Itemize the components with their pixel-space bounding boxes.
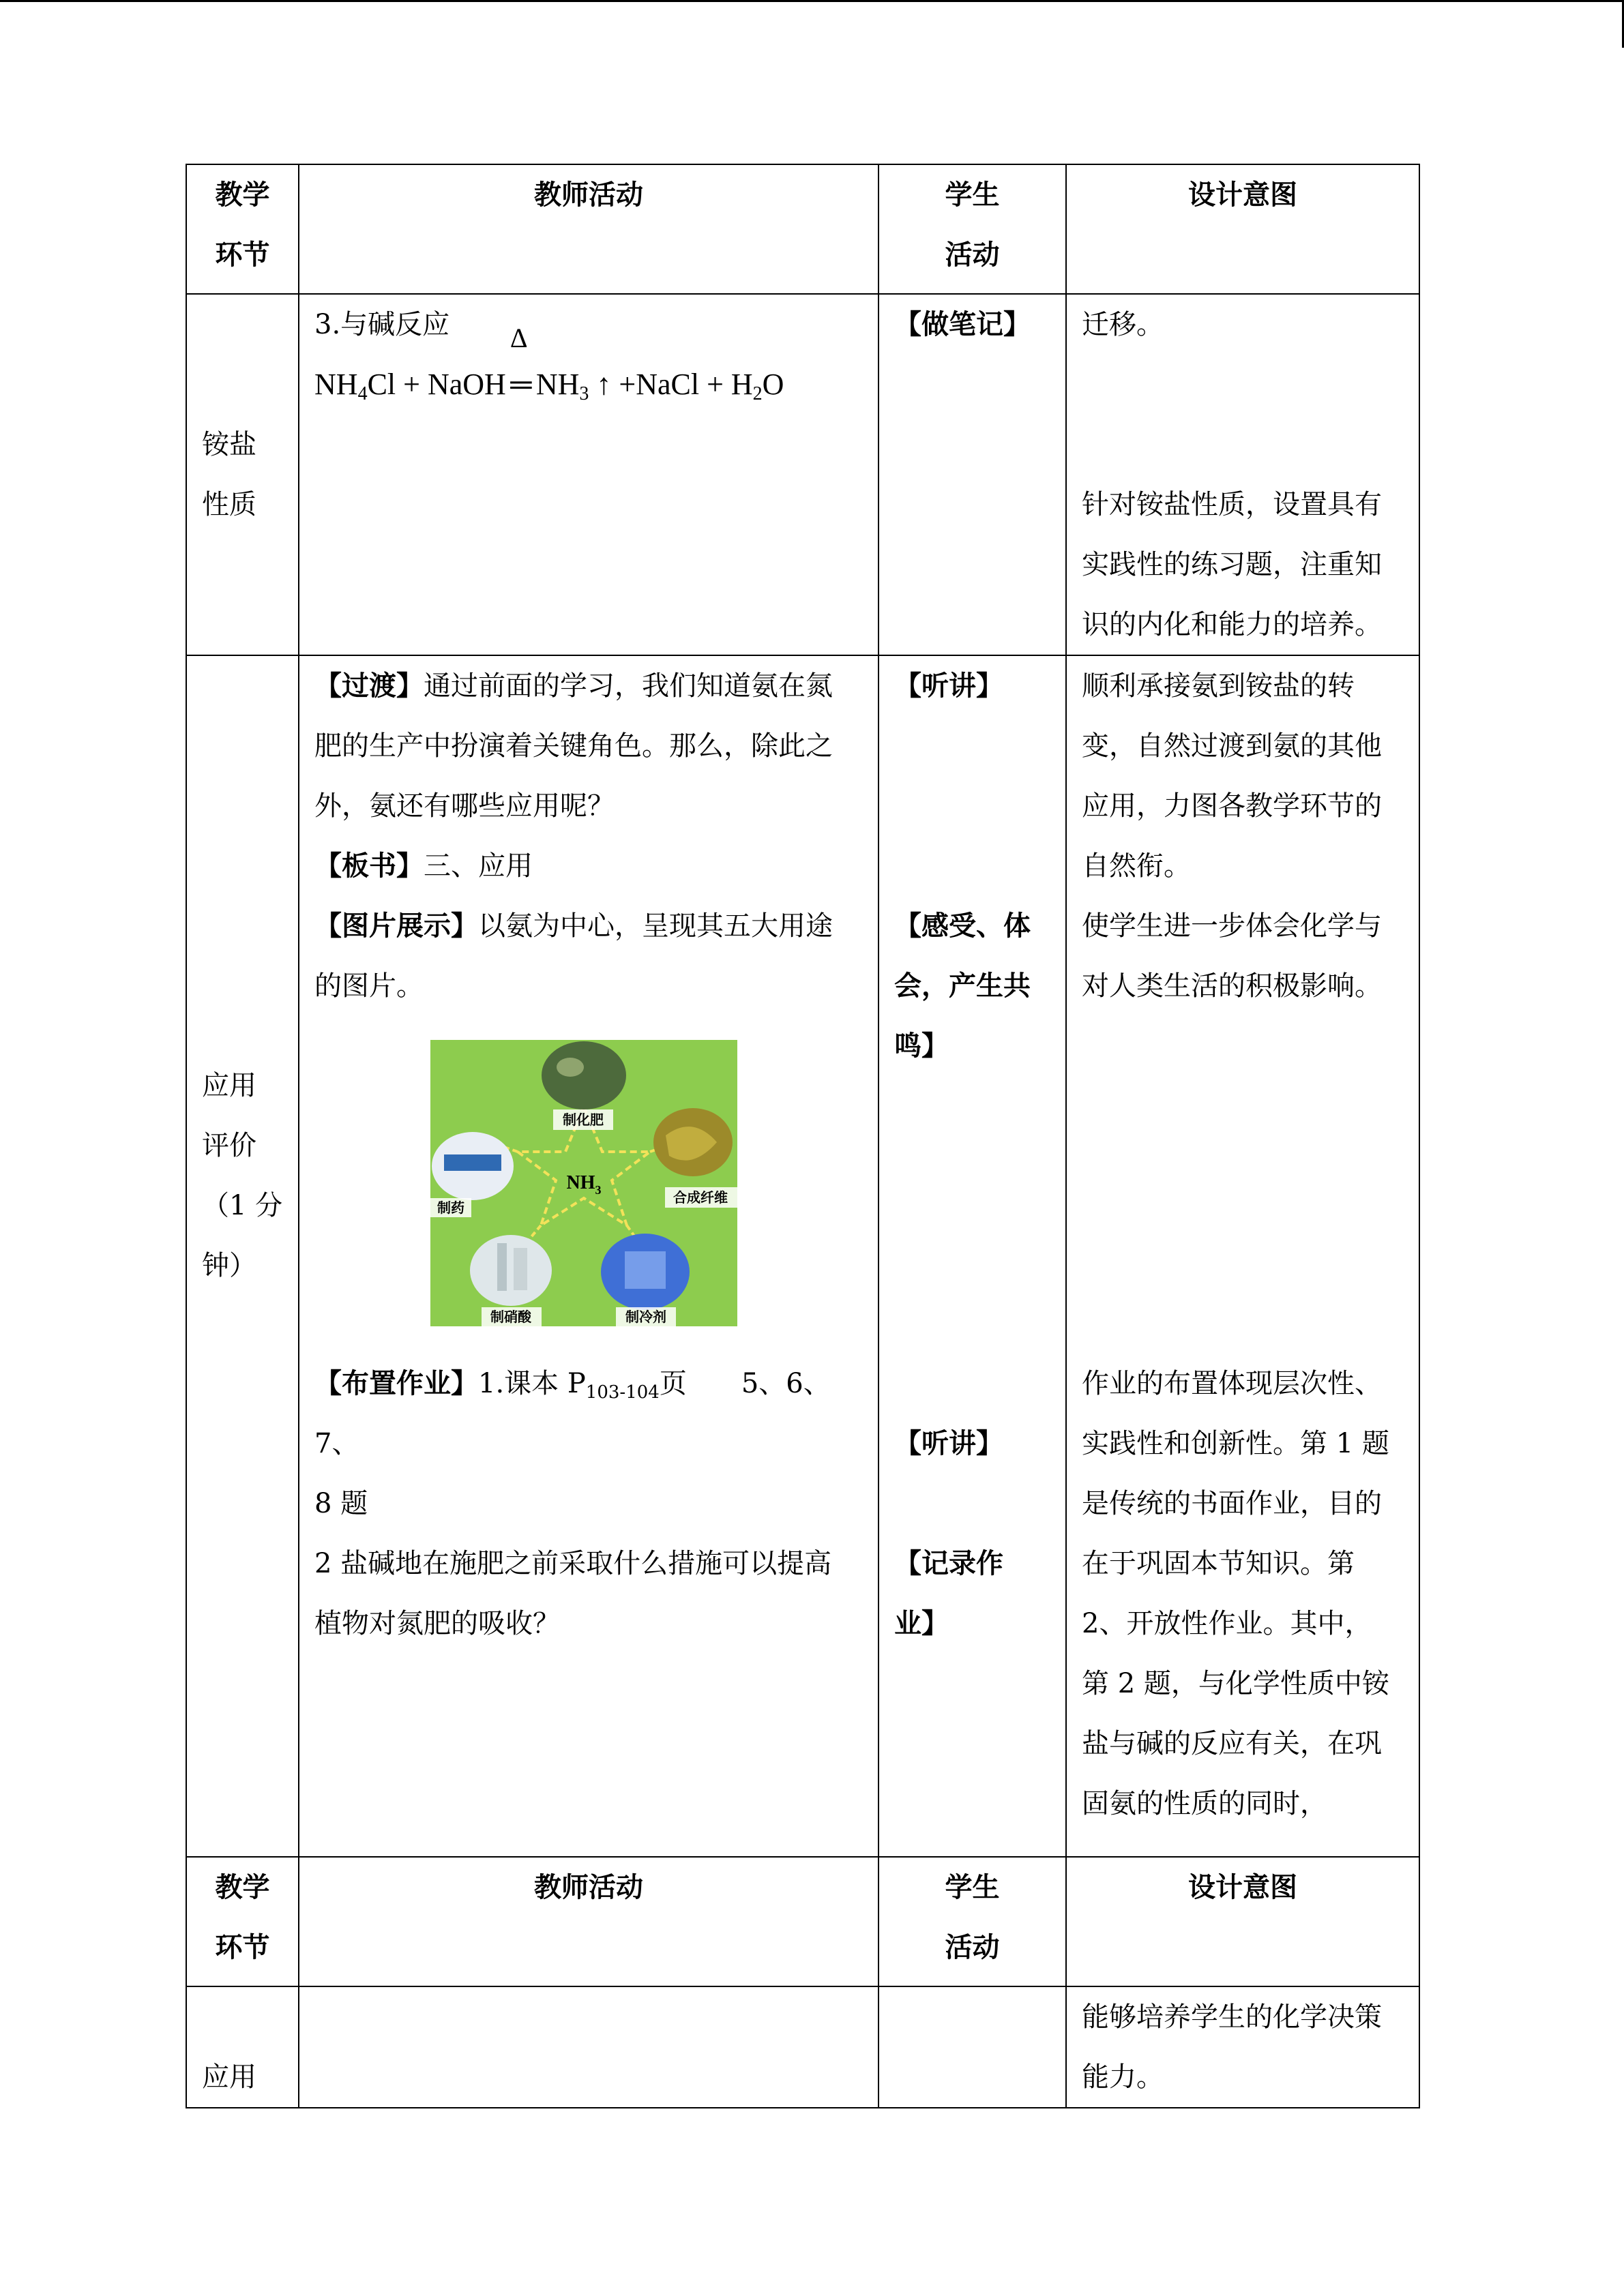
label-medicine: 制药 <box>437 1199 464 1216</box>
table-row-ammonium <box>186 294 1419 655</box>
homework-prefix: 1.课本 P <box>478 1368 586 1399</box>
header-teacher-label: 教师活动 <box>534 179 643 211</box>
intent-cell-last <box>1066 1986 1419 2108</box>
student-cell-last <box>879 1986 1066 2108</box>
photo-detail <box>514 1248 527 1290</box>
picture-tag: 【图片展示】 <box>314 910 478 942</box>
header-stage-line1: 教学 <box>215 179 270 211</box>
intent-line: 作业的布置体现层次性、 <box>1082 1368 1382 1399</box>
equals-sign: ═ <box>510 368 532 401</box>
fertilizer-photo <box>542 1041 626 1109</box>
homework-line3: 2 盐碱地在施肥之前采取什么措施可以提高 <box>314 1548 832 1579</box>
figure-wrapper <box>314 1016 863 1354</box>
student-record-line: 业】 <box>894 1607 949 1639</box>
stage-ammonium-line2: 性质 <box>202 489 256 520</box>
board-line <box>314 836 863 896</box>
intent-line: 在于巩固本节知识。第 <box>1082 1548 1355 1579</box>
homework-page-range: 103-104 <box>585 1382 660 1403</box>
header-stage-line2: 环节 <box>215 1931 270 1963</box>
intent-line: 实践性的练习题，注重知 <box>1082 549 1382 580</box>
teacher-cell-ammonium <box>299 294 879 655</box>
board-text: 三、应用 <box>424 850 533 882</box>
header-student-line2: 活动 <box>945 239 1000 271</box>
label-synthetic-fiber: 合成纤维 <box>673 1189 728 1206</box>
intent-line: 第 2 题，与化学性质中铵 <box>1082 1668 1389 1699</box>
intent-transfer: 迁移。 <box>1082 309 1164 340</box>
intent-cell-ammonium <box>1066 294 1419 655</box>
intent-line: 识的内化和能力的培养。 <box>1082 609 1382 640</box>
homework-line1 <box>314 1354 863 1474</box>
student-take-notes: 【做笔记】 <box>894 308 1031 340</box>
lesson-plan-table <box>186 164 1420 2108</box>
homework-line2: 8 题 <box>314 1488 368 1519</box>
photo-detail <box>497 1243 507 1291</box>
stage-last-label: 应用 <box>202 2061 256 2093</box>
intent-line: 盐与碱的反应有关，在巩 <box>1082 1728 1382 1759</box>
header-intent-label: 设计意图 <box>1188 1871 1297 1903</box>
transition-tag: 【过渡】 <box>314 670 424 702</box>
picture-text: 以氨为中心，呈现其五大用途 <box>478 910 833 942</box>
student-cell-application <box>879 655 1066 1857</box>
header-stage-cell <box>186 164 299 294</box>
stage-application-line: （1 分 <box>202 1190 283 1221</box>
center-formula <box>567 1172 602 1197</box>
transition-line1 <box>314 656 863 716</box>
intent-line: 使学生进一步体会化学与 <box>1082 910 1382 942</box>
intent-line: 实践性和创新性。第 1 题 <box>1082 1428 1389 1459</box>
formula-main: NH <box>566 1172 595 1193</box>
stage-cell-last <box>186 1986 299 2108</box>
ammonia-uses-figure <box>430 1040 737 1326</box>
table-row-application <box>186 655 1419 1857</box>
heating-condition <box>506 323 536 415</box>
eq-part: O <box>762 368 784 401</box>
header-intent-cell <box>1066 164 1419 294</box>
formula-subscript: 3 <box>595 1183 602 1197</box>
transition-line2: 肥的生产中扮演着关键角色。那么，除此之 <box>314 730 833 762</box>
intent-line: 应用，力图各教学环节的 <box>1082 790 1382 822</box>
header-student-line1: 学生 <box>945 1871 1000 1903</box>
eq-subscript: 2 <box>752 383 763 404</box>
eq-part: NH <box>535 368 580 401</box>
header-student-line2: 活动 <box>945 1931 1000 1963</box>
intent-line: 变，自然过渡到氨的其他 <box>1082 730 1382 762</box>
eq-subscript: 4 <box>357 383 368 404</box>
header-stage-line1: 教学 <box>215 1871 270 1903</box>
page-top-border <box>0 0 1624 2</box>
table-header-row-repeat <box>186 1857 1419 1986</box>
student-listen-2: 【听讲】 <box>894 1427 1003 1459</box>
stage-cell-ammonium <box>186 294 299 655</box>
label-fertilizer: 制化肥 <box>563 1112 604 1128</box>
header-student-line1: 学生 <box>945 179 1000 211</box>
header-student-cell <box>879 164 1066 294</box>
student-record-line: 【记录作 <box>894 1547 1003 1579</box>
intent-line: 固氨的性质的同时， <box>1082 1788 1327 1819</box>
table-header-row <box>186 164 1419 294</box>
picture-line <box>314 896 863 956</box>
student-listen: 【听讲】 <box>894 670 1003 702</box>
picture-line2: 的图片。 <box>314 970 424 1002</box>
stage-application-line: 钟） <box>202 1250 256 1281</box>
intent-line: 对人类生活的积极影响。 <box>1082 970 1382 1002</box>
header-teacher-cell <box>299 164 879 294</box>
homework-tag: 【布置作业】 <box>314 1367 478 1399</box>
header-intent-cell <box>1066 1857 1419 1986</box>
photo-detail <box>625 1251 666 1289</box>
label-refrigerant: 制冷剂 <box>625 1309 666 1325</box>
stage-application-line: 应用 <box>202 1070 256 1101</box>
intent-line: 顺利承接氨到铵盐的转 <box>1082 670 1355 702</box>
photo-detail <box>557 1058 584 1077</box>
label-nitric-acid: 制硝酸 <box>490 1309 531 1325</box>
intent-line: 是传统的书面作业，目的 <box>1082 1488 1382 1519</box>
intent-line: 针对铵盐性质，设置具有 <box>1082 489 1382 520</box>
student-feel-line: 会，产生共 <box>894 970 1031 1002</box>
eq-part: ↑ +NaCl + H <box>589 368 753 401</box>
delta-symbol: Δ <box>510 323 528 353</box>
eq-part: NH <box>314 368 358 401</box>
intent-cell-application <box>1066 655 1419 1857</box>
eq-subscript: 3 <box>579 383 589 404</box>
reaction-heading: 3.与碱反应 <box>314 309 450 340</box>
header-stage-cell <box>186 1857 299 1986</box>
teacher-cell-application <box>299 655 879 1857</box>
board-tag: 【板书】 <box>314 850 424 882</box>
table-row-last <box>186 1986 1419 2108</box>
header-intent-label: 设计意图 <box>1188 179 1297 211</box>
header-stage-line2: 环节 <box>215 239 270 271</box>
intent-line: 自然衔。 <box>1082 850 1191 882</box>
photo-detail <box>444 1154 501 1171</box>
header-teacher-cell <box>299 1857 879 1986</box>
student-cell-ammonium <box>879 294 1066 655</box>
transition-line3: 外，氨还有哪些应用呢？ <box>314 790 615 822</box>
transition-text: 通过前面的学习，我们知道氨在氮 <box>424 670 833 702</box>
intent-line: 2、开放性作业。其中， <box>1082 1608 1372 1639</box>
stage-ammonium-line1: 铵盐 <box>202 429 256 460</box>
eq-part: Cl + NaOH <box>367 368 506 401</box>
nitric-acid-photo <box>470 1235 552 1306</box>
intent-line: 能力。 <box>1082 2061 1164 2093</box>
stage-cell-application <box>186 655 299 1857</box>
student-feel-line: 【感受、体 <box>894 910 1031 942</box>
header-teacher-label: 教师活动 <box>534 1871 643 1903</box>
student-feel-line: 鸣】 <box>894 1030 949 1062</box>
homework-rest: 页 5、6、7、 <box>314 1368 831 1459</box>
teacher-cell-last <box>299 1986 879 2108</box>
homework-line4: 植物对氮肥的吸收？ <box>314 1608 560 1639</box>
intent-line: 能够培养学生的化学决策 <box>1082 2001 1382 2033</box>
ammonia-uses-diagram <box>430 1040 737 1326</box>
stage-application-line: 评价 <box>202 1130 256 1161</box>
header-student-cell <box>879 1857 1066 1986</box>
